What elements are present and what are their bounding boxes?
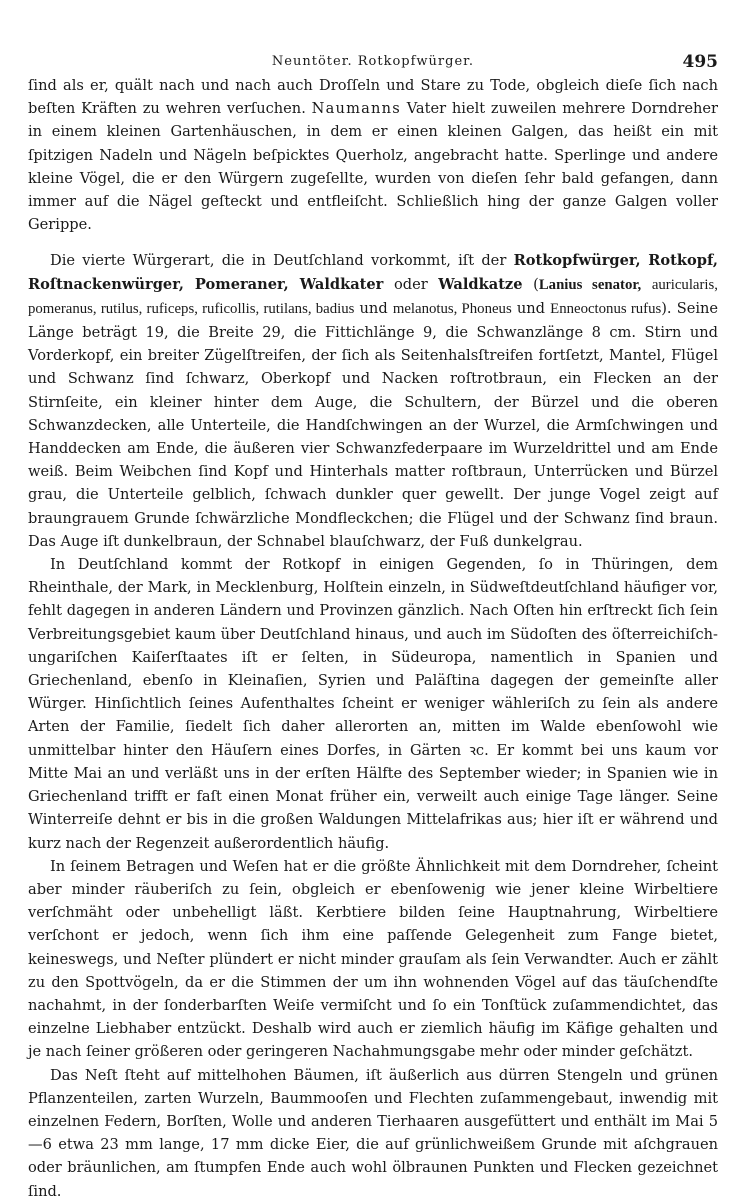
species-names: Rotkopfwürger, Rotkopf, Roſtnackenwürger, Pomeraner, Waldkater [28,252,718,293]
latin-synonyms-2: melanotus, Phoneus [392,300,512,317]
paragraph-2-paren: ( [533,275,539,293]
paragraph-1-text: ſind als er, quält nach und nach auch Droſſeln und Stare zu Tode, obgleich dieſe ſich nach beſten Kräften zu wehren verſuchen. [28,77,718,118]
paragraph-2 [28,249,718,553]
paragraph-3: In Deutſchland kommt der Rotkopf in einigen Gegenden, ſo in Thüringen, dem Rheinthale, der Mark, in Mecklenburg, Holſtein einzeln, in Südweſtdeutſchland häufiger vor, fehlt dagegen in anderen Ländern und Provinzen gänzlich. Nach Oſten hin erſtreckt ſich ſein Verbreitungsgebiet kaum über Deutſchland hinaus, und auch im Südoſten des öſterreichiſch-ungariſchen Kaiſerſtaates iſt er ſelten, in Südeuropa, namentlich in Spanien und Griechenland, ebenſo in Kleinaſien, Syrien und Paläſtina dagegen der gemeinſte aller Würger. Hinſichtlich ſeines Aufenthaltes ſcheint er weniger wähleriſch zu ſein als andere Arten der Familie, ſiedelt ſich daher allerorten an, mitten im Walde ebenſowohl wie unmittelbar hinter den Häuſern eines Dorfes, in Gärten ꝛc. Er kommt bei uns kaum vor Mitte Mai an und verläßt uns in der erſten Hälfte des September wieder; in Spanien wie in Griechenland trifft er faſt einen Monat früher ein, verweilt auch einige Tage länger. Seine Winterreiſe dehnt er bis in die großen Waldungen Mittelafrikas aus; hier iſt er während und kurz nach der Regenzeit außerordentlich häufig. [28,556,718,852]
paragraph-1-rest: Vater hielt zuweilen mehrere Dorndreher in einem kleinen Gartenhäuschen, in dem er einen kleinen Galgen, das heißt ein mit ſpitzigen Nadeln und Nägeln beſpicktes Querholz, angebracht hatte. Sperlinge und andere kleine Vögel, die er den Würgern zugeſellte, wurden von dieſen ſehr bald gefangen, dann immer auf die Nägel geſteckt und entfleiſcht. Schließlich hing der ganze Galgen voller Gerippe. [28,100,719,234]
paragraph-2-or: oder [393,275,428,293]
book-page [28,44,719,1200]
body-text [28,74,718,1203]
paragraph-2-description: ). Seine Länge beträgt 19, die Breite 29, die Fittichlänge 9, die Schwanzlänge 8 cm. Stirn und Vorderkopf, ein breiter Zügelſtreifen, der ſich als Seitenhalsſtreifen fortſetzt, Mantel, Flügel und Schwanz ſind ſchwarz, Oberkopf und Nacken roſtrotbraun, ein Flecken an der Stirnſeite, ein kleiner hinter dem Auge, die Schultern, der Bürzel und die oberen Schwanzdecken, alle Unterteile, die Handſchwingen an der Wurzel, die Armſchwingen und Handdecken am Ende, die äußeren vier Schwanzfederpaare im Wurzeldrittel und am Ende weiß. Beim Weibchen ſind Kopf und Hinterhals matter roſtbraun, Unterrücken und Bürzel grau, die Unterteile gelblich, ſchwach dunkler quer gewellt. Der junge Vogel zeigt auf braungrauem Grunde ſchwärzliche Mondfleckchen; die Flügel und der Schwanz ſind braun. Das Auge iſt dunkelbraun, der Schnabel blauſchwarz, der Fuß dunkelgrau. [28,299,719,550]
latin-name-lanius: Lanius senator, [538,276,642,293]
latin-synonym-enneoctonus: Enneoctonus rufus [550,300,662,317]
paragraph-5: Das Neſt ſteht auf mittelhohen Bäumen, iſt äußerlich aus dürren Stengeln und grünen Pflanzenteilen, zarten Wurzeln, Baummooſen und Flechten zuſammengebaut, inwendig mit einzelnen Federn, Borſten, Wolle und anderen Tierhaaren ausgefüttert und enthält im Mai 5—6 etwa 23 mm lange, 17 mm dicke Eier, die auf grünlichweißem Grunde mit aſchgrauen oder bräunlichen, am ſtumpfen Ende auch wohl ölbraunen Punkten und Flecken gezeichnet ſind. [28,1066,718,1200]
latin-synonyms: auricularis, pomeranus, rutilus, ruficeps, ruficollis, rutilans, badius [28,276,718,317]
paragraph-2-intro: Die vierte Würgerart, die in Deutſchland vorkommt, iſt der [50,252,507,270]
species-name-waldkatze: Waldkatze [438,275,523,293]
running-head: Neuntöter. Rotkopfwürger. [271,54,475,69]
page-number: 495 [682,52,718,72]
naumann-name: Naumanns [311,100,401,118]
page-header [28,44,718,74]
paragraph-4: In ſeinem Betragen und Weſen hat er die größte Ähnlichkeit mit dem Dorndreher, ſcheint aber minder räuberiſch zu ſein, obgleich er ebenſowenig wie jener kleine Wirbeltiere verſchmäht oder unbehelligt läßt. Kerbtiere bilden ſeine Hauptnahrung, Wirbeltiere verſchont er jedoch, wenn ſich ihm eine paſſende Gelegenheit zum Fange bietet, keineswegs, und Neſter plündert er nicht minder grauſam als ſein Verwandter. Auch er zählt zu den Spottvögeln, da er die Stimmen der um ihn wohnenden Vögel auf das täuſchendſte nachahmt, in der ſonderbarſten Weiſe vermiſcht und ſo ein Tonſtück zuſammendichtet, das einzelne Liebhaber entzückt. Deshalb wird auch er ziemlich häufig im Käfige gehalten und je nach ſeiner größeren oder geringeren Nachahmungsgabe mehr oder minder geſchätzt. [28,857,718,1061]
paragraph-2-and-2: und [516,299,546,317]
paragraph-1 [28,74,718,236]
paragraph-2-and-1: und [359,299,388,317]
